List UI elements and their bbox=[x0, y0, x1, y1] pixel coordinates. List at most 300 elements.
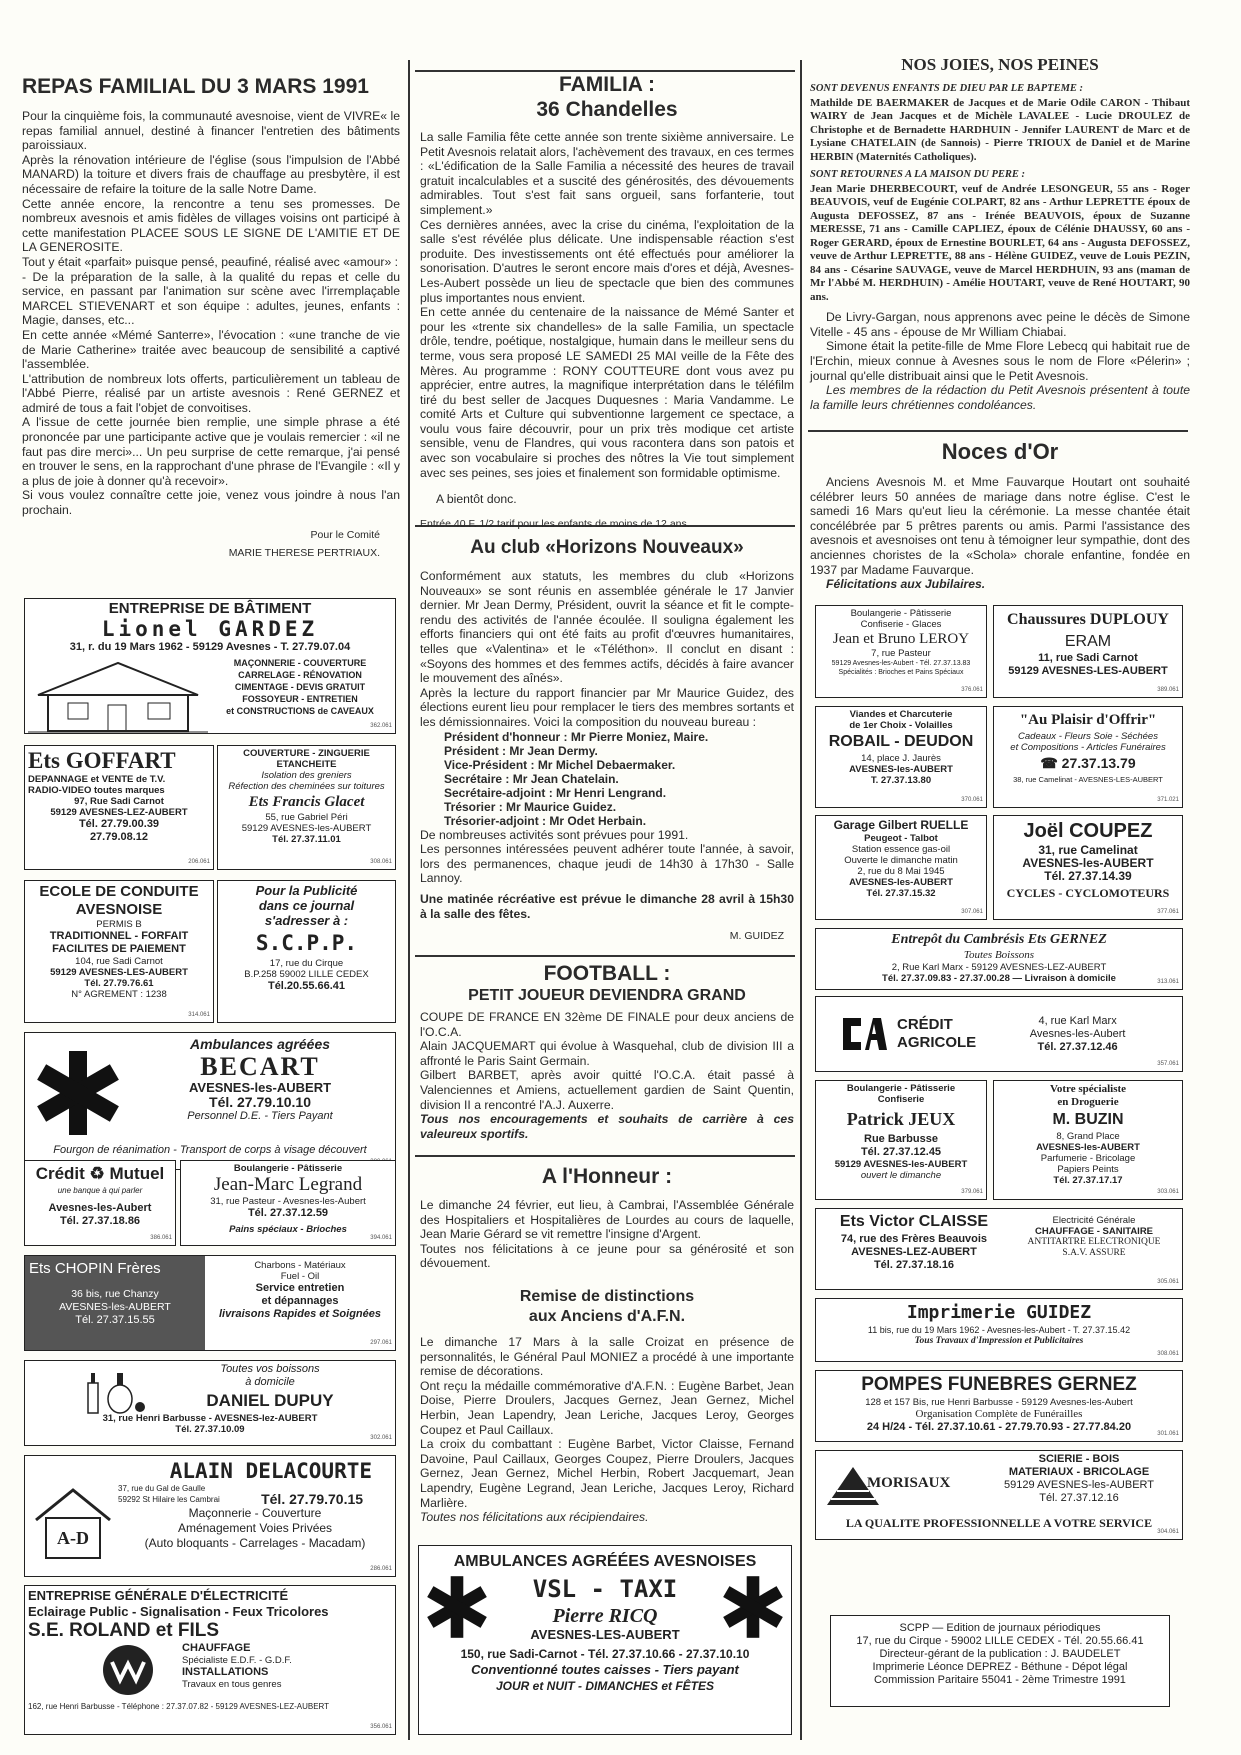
ad-line: Réfection des cheminées sur toitures bbox=[228, 781, 385, 792]
ad-line: Confiserie bbox=[877, 1094, 925, 1105]
article-title: FOOTBALL : bbox=[543, 962, 671, 985]
ad-ref: 371.021 bbox=[1157, 797, 1179, 803]
signature: M. GUIDEZ bbox=[729, 930, 784, 943]
ad-company: MORISAUX bbox=[867, 1475, 951, 1491]
ad-company: BECART bbox=[200, 1052, 320, 1081]
imprint-line: Commission Paritaire 55041 - 2ème Trimestre 1991 bbox=[874, 1674, 1126, 1686]
column-rule bbox=[800, 60, 802, 1740]
ad-line: 31, rue Pasteur - Avesnes-les-Aubert bbox=[210, 1196, 366, 1207]
bureau-member: Vice-Président : Mr Michel Debaermaker. bbox=[444, 757, 676, 772]
signature: Pour le Comité bbox=[310, 528, 380, 541]
ad-line: ENTREPRISE GÉNÉRALE D'ÉLECTRICITÉ bbox=[28, 1588, 289, 1603]
paragraph: Jean Marie DHERBECOURT, veuf de Andrée LESONGEUR, 55 ans - Roger BEAUVOIS, veuf de Eugénie COLPART, 82 ans - Arthur LEPRETTE époux de Augusta DEFOSSEZ, 87 ans - Irénée BEAUVOIS, époux de Suzanne MERESSE, 71 ans - Camille CAPLIEZ, époux de Célénie DHAUSSY, 60 ans - Roger GERARD, époux de Ernestine BOURLET, 64 ans - Augusta DEFOSSEZ, veuve de Arthur LEPRETTE, 88 ans - Hélène GUIDEZ, veuve de Louis PEZIN, 84 ans - Césarine SAUVAGE, veuve de Marcel HERDHUIN, 93 ans (maman de Mr l'Abbé M. HERDHUIN) - Amélie HOUTART, veuve de René HOUTART, 90 ans. bbox=[810, 182, 1190, 303]
ad-phone: Tél. 27.37.11.01 bbox=[272, 834, 341, 845]
ad-line: 97, Rue Sadi Carnot bbox=[74, 796, 164, 807]
ad-line: 17, rue du Cirque bbox=[269, 958, 344, 969]
ad-line: Electricité Générale bbox=[1052, 1215, 1136, 1226]
ad-company: AGRICOLE bbox=[897, 1034, 977, 1051]
paragraph: Alain JACQUEMART qui évolue à Wasquehal, club de division III a affronté le Paris Saint Germain. bbox=[420, 1039, 794, 1068]
ad-line: 37, rue du Gal de Gaulle bbox=[118, 1484, 206, 1493]
ad-phone: Tél. 27.37.12.59 bbox=[247, 1207, 329, 1219]
ad-line: CIMENTAGE - DEVIS GRATUIT bbox=[234, 682, 366, 692]
ad-scpp bbox=[217, 880, 396, 1023]
ad-line: INSTALLATIONS bbox=[182, 1666, 269, 1678]
signature: MARIE THERESE PERTRIAUX. bbox=[228, 546, 380, 559]
ad-ecole-conduite bbox=[24, 880, 214, 1023]
ad-line: Personnel D.E. - Tiers Payant bbox=[187, 1110, 333, 1122]
ad-line: ouvert le dimanche bbox=[860, 1170, 942, 1181]
paragraph: Après la rénovation intérieure de l'église (sous l'impulsion de l'Abbé MANARD) la toiture et divers frais de chauffage au presbytère, il est nécessaire de refaire la toiture de la salle Notre Dame. bbox=[22, 152, 400, 196]
ad-ref: 314.061 bbox=[188, 1012, 210, 1018]
ad-dupuy bbox=[24, 1360, 396, 1446]
section-divider bbox=[808, 430, 1188, 432]
article-title: NOS JOIES, NOS PEINES bbox=[901, 55, 1099, 74]
ad-morisaux bbox=[815, 1450, 1183, 1540]
ad-company: M. BUZIN bbox=[1052, 1111, 1124, 1128]
ad-line: Aménagement Voies Privées bbox=[177, 1521, 333, 1535]
ad-line: CYCLES - CYCLOMOTEURS bbox=[1006, 886, 1170, 900]
ad-line: Fuel - Oil bbox=[280, 1271, 320, 1282]
imprint-line: Imprimerie Léonce DEPREZ - Béthune - Dépot légal bbox=[872, 1661, 1128, 1673]
ad-company: Ets GOFFART bbox=[28, 748, 176, 773]
ad-line: dans ce journal bbox=[258, 898, 355, 913]
ad-line: une banque à qui parler bbox=[57, 1186, 143, 1195]
ad-line: 38, rue Camelinat - AVESNES-LES-AUBERT bbox=[1013, 775, 1163, 784]
ad-line: 59129 AVESNES-les-AUBERT bbox=[834, 1159, 968, 1170]
ad-line: Avesnes-les-Aubert bbox=[1029, 1027, 1126, 1040]
ad-company: AVESNOISE bbox=[75, 901, 163, 918]
ad-ref: 297.061 bbox=[370, 1340, 392, 1346]
section-divider bbox=[415, 955, 795, 957]
ad-line: 59129 AVESNES-les-AUBERT bbox=[241, 823, 372, 834]
ad-cambresis bbox=[815, 928, 1183, 990]
ad-line: 55, rue Gabriel Péri bbox=[265, 812, 348, 823]
ad-line: 11, rue Sadi Carnot bbox=[1038, 652, 1138, 664]
ad-becart bbox=[24, 1032, 396, 1170]
ad-company: Ets CHOPIN Frères bbox=[29, 1260, 161, 1277]
article-subtitle: PETIT JOUEUR DEVIENDRA GRAND bbox=[468, 987, 746, 1004]
ad-line: FOSSOYEUR - ENTRETIEN bbox=[242, 694, 358, 704]
ad-legrand bbox=[180, 1160, 396, 1246]
paragraph: De nombreuses activités sont prévues pour 1991. bbox=[420, 827, 689, 842]
ad-line: 11 bis, rue du 19 Mars 1962 - Avesnes-les-Aubert - T. 27.37.15.42 bbox=[867, 1325, 1131, 1335]
paragraph: Gilbert BARBET, après avoir quitté l'O.C.A. était passé à Valenciennes et Amiens, actuellement gardien de Saint Quentin, division II a rencontré l'A.J. Auxerre. bbox=[420, 1068, 794, 1112]
ad-ref: 379.061 bbox=[961, 1189, 983, 1195]
ad-line: Ambulances agréées bbox=[189, 1036, 331, 1052]
lightning-logo-icon bbox=[98, 1642, 170, 1698]
article-horizons bbox=[420, 535, 794, 943]
ad-ref: 301.061 bbox=[1157, 1431, 1179, 1437]
paragraph: Toutes nos félicitations aux récipiendaires. bbox=[420, 1510, 649, 1525]
ad-company: Garage Gilbert RUELLE bbox=[833, 818, 969, 832]
ad-company: Ets Victor CLAISSE bbox=[839, 1213, 989, 1230]
ad-line: 31, rue Henri Barbusse - AVESNES-lez-AUBERT bbox=[102, 1413, 318, 1424]
ad-line: Spécialités : Brioches et Pains Spéciaux bbox=[838, 669, 964, 676]
ad-gardez bbox=[24, 598, 396, 734]
ad-line: AVESNES-les-AUBERT bbox=[1036, 1142, 1140, 1153]
paragraph: Après la lecture du rapport financier par Mr Maurice Guidez, des élections eurent lieu pour remplacer le tiers des membres sortants et les démissionnaires. Voici la composition du nouveau bureau : bbox=[420, 685, 794, 729]
ad-line: Toutes Boissons bbox=[963, 949, 1035, 961]
ad-line: Papiers Peints bbox=[1057, 1164, 1119, 1175]
section-divider bbox=[415, 1155, 795, 1157]
ad-line: Confiserie - Glaces bbox=[860, 619, 942, 630]
paragraph: Ces dernières années, avec la crise du cinéma, l'exploitation de la salle s'est révélée plus délicate. Une indispensable réaction s'est produite. Des investissements ont été effectués pour améliorer la sonorisation. D'autres le seront encore mais d'ores et déjà, Avesnes-Les-Aubert possède un lieu de spectacle que bien des communes plus importantes nous envient. bbox=[420, 217, 794, 305]
article-title: 36 Chandelles bbox=[536, 98, 678, 121]
ad-company: Entrepôt du Cambrésis Ets GERNEZ bbox=[891, 932, 1107, 947]
ad-phone: 24 H/24 - Tél. 27.37.10.61 - 27.79.70.93 - 27.77.84.20 bbox=[866, 1421, 1132, 1433]
article-title: FAMILIA : bbox=[558, 73, 656, 96]
ad-line: Votre spécialiste bbox=[1049, 1083, 1127, 1095]
ad-line: B.P.258 59002 LILLE CEDEX bbox=[244, 969, 369, 980]
ad-line: 128 et 157 Bis, rue Henri Barbusse - 59129 Avesnes-les-Aubert bbox=[865, 1397, 1133, 1408]
ad-line: 4, rue Karl Marx bbox=[1038, 1014, 1117, 1027]
paragraph: En cette année du centenaire de la naissance de Mémé Santer et pour les «trente six chandelles» de la salle Familia, un spectacle drôle, tendre, poétique, nostalgique, humain dans le meilleur sens du terme, vous sera proposé LE SAMEDI 25 MAI veille de la Fête des Mères. Au programme : RONY COUTTEURE dont vous avez pu apprécier, entre autres, la magnifique interprétation dans le téléfilm tiré du best seller de Jacques Duquesnes : Maria Vandamme. Le comité Arts et Culture qui subventionne largement ce spectace, a voulu vous faire découvrir, pour un prix très modique cet artiste sensible, venu de Flandres, qui vous racontera dans son patois et avec son vocabulaire si proches des nôtres la Vie tout simplement avec ses peines, ses joies et finalement son formidable optimisme. bbox=[420, 305, 794, 480]
ad-line: AVESNES-les-AUBERT bbox=[849, 877, 953, 888]
ad-line: Cadeaux - Fleurs Soie - Séchées bbox=[1018, 731, 1158, 742]
ad-roland bbox=[24, 1585, 396, 1735]
ad-ref: 370.061 bbox=[961, 797, 983, 803]
ad-line: Charbons - Matériaux bbox=[254, 1260, 346, 1271]
ad-phone: Tél. 27.37.15.32 bbox=[866, 888, 936, 899]
ad-line: TRADITIONNEL - FORFAIT bbox=[49, 930, 189, 942]
paragraph: Simone était la petite-fille de Mme Flore Lebecq qui habitait rue de l'Erchin, mieux connue à Avesnes sous le nom de Flore «Pélerin» ; journal qu'elle distribuait ainsi que le Petit Avesnois. bbox=[810, 339, 1190, 383]
bureau-member: Trésorier-adjoint : Mr Odet Herbain. bbox=[444, 813, 647, 828]
ad-line: Service entretien bbox=[255, 1282, 345, 1294]
ad-line: AVESNES-LEZ-AUBERT bbox=[851, 1246, 977, 1258]
ad-phone: Tél. 27.37.12.16 bbox=[1039, 1492, 1119, 1504]
ad-ref: 308.061 bbox=[370, 859, 392, 865]
ad-ref: 308.061 bbox=[1157, 1351, 1179, 1357]
paragraph: La croix du combattant : Eugène Barbet, Victor Claisse, Fernand Davoine, Paul Caillaux, Georges Coupez, Pierre Droulers, Jacques Gernez, Jean Gernez, Michel Herbin, Robert Jacquemart, Jean Lapendry, Eugène Legrand, Jean Leriche, Jacques Leroy, Richard Marlière. bbox=[420, 1437, 794, 1510]
ad-line: ETANCHEITE bbox=[276, 759, 337, 770]
article-noces bbox=[810, 437, 1190, 592]
ad-ref: 376.061 bbox=[961, 687, 983, 693]
ad-line: 59292 St Hilaire les Cambrai bbox=[118, 1495, 220, 1504]
ad-line: Pains spéciaux - Brioches bbox=[229, 1224, 347, 1235]
ad-ricq bbox=[418, 1545, 792, 1735]
ad-phone: 150, rue Sadi-Carnot - Tél. 27.37.10.66 - 27.37.10.10 bbox=[460, 1647, 750, 1661]
article-familia bbox=[420, 72, 794, 531]
ad-line: Maçonnerie - Couverture bbox=[188, 1506, 322, 1520]
paragraph: Félicitations aux Jubilaires. bbox=[826, 577, 986, 592]
ad-phone: Tél. 27.37.18.16 bbox=[873, 1259, 955, 1271]
ad-line: 7, rue Pasteur bbox=[871, 648, 931, 659]
ad-company: POMPES FUNEBRES GERNEZ bbox=[861, 1374, 1137, 1395]
bureau-member: Président d'honneur : Mr Pierre Moniez, Maire. bbox=[444, 729, 709, 744]
ad-line: Boulangerie - Pâtisserie bbox=[850, 608, 952, 619]
ad-company: Joël COUPEZ bbox=[1023, 820, 1153, 842]
ad-line: AVESNES-les-AUBERT bbox=[188, 1080, 332, 1095]
ad-goffart bbox=[24, 745, 214, 870]
ad-ref: 356.061 bbox=[370, 1724, 392, 1730]
ad-duplouy bbox=[993, 605, 1183, 698]
ad-line: 14, place J. Jaurès bbox=[861, 753, 941, 764]
ad-ref: 386.061 bbox=[150, 1235, 172, 1241]
imprint-line: Directeur-gérant de la publication : J. BAUDELET bbox=[879, 1648, 1121, 1660]
ad-line: CHAUFFAGE - SANITAIRE bbox=[1034, 1226, 1154, 1237]
ad-line: Travaux en tous genres bbox=[182, 1679, 282, 1690]
ad-phone: Tél. 27.79.00.39 bbox=[78, 818, 160, 830]
ad-ref: 305.061 bbox=[1157, 1279, 1179, 1285]
ad-line: CHAUFFAGE bbox=[182, 1642, 251, 1654]
ad-address: 31, r. du 19 Mars 1962 - 59129 Avesnes - T. 27.79.07.04 bbox=[69, 641, 351, 653]
paragraph: L'attribution de nombreux lots offerts, particulièrement un tableau de l'Abbé Pierre, réalisé par un artiste avesnois : René GERNEZ et admiré de tous a fait l'objet de convoitises. bbox=[22, 371, 400, 415]
ad-ref: 303.061 bbox=[1157, 1189, 1179, 1195]
article-title: Noces d'Or bbox=[941, 439, 1059, 464]
ad-ref: 206.061 bbox=[188, 859, 210, 865]
bureau-member: Secrétaire : Mr Jean Chatelain. bbox=[444, 771, 619, 786]
ad-line: LA QUALITE PROFESSIONNELLE A VOTRE SERVICE bbox=[845, 1516, 1153, 1530]
ad-line: 36 bis, rue Chanzy bbox=[71, 1288, 159, 1300]
paragraph: Entrée 40 F. 1/2 tarif pour les enfants de moins de 12 ans. bbox=[420, 517, 690, 530]
ad-line: N° AGREMENT : 1238 bbox=[71, 989, 167, 1000]
ad-line: S.A.V. ASSURE bbox=[1062, 1248, 1126, 1258]
ad-company: DANIEL DUPUY bbox=[206, 1391, 334, 1410]
ad-ref: 286.061 bbox=[370, 1566, 392, 1572]
paragraph: A l'issue de cette journée bien remplie, une simple phrase a été prononcée par une participante active que je voulais remercier : «il ne faut pas dire merci»... Un peu surprise de cette remarque, j'ai pensé en trouver le sens, en la rapprochant d'une phrase de l'Evangile : «Il y a plus de joie à donner qu'à recevoir». bbox=[22, 415, 400, 488]
paragraph: Toutes nos félicitations à ce jeune pour sa générosité et son dévouement. bbox=[420, 1241, 794, 1271]
ad-buzin bbox=[993, 1080, 1183, 1200]
article-title: A l'Honneur : bbox=[541, 1165, 673, 1188]
paragraph: Mathilde DE BAERMAKER de Jacques et de Marie Odile CARON - Thibaut WAIRY de Jean Jacques et de Michèle LAVALEE - Lucie DROULEZ de Christophe et de Bernadette HARDHUIN - Jennifer LAURENT de Marc et de Lysiane CHATELAIN (de Sannois) - Pierre TRIOUX de Daniel et de Marine HERBIN (Maternités Catholiques). bbox=[810, 96, 1190, 163]
ad-line: 59129 AVESNES-les-AUBERT bbox=[1004, 1479, 1154, 1491]
ad-line: 2, Rue Karl Marx - 59129 AVESNES-LEZ-AUBERT bbox=[891, 962, 1107, 973]
ad-credit-mutuel bbox=[24, 1160, 176, 1246]
ad-phone: Tél. 27.79.76.61 bbox=[84, 978, 154, 989]
ad-line: 2, rue du 8 Mai 1945 bbox=[857, 866, 945, 877]
ad-line: Peugeot - Talbot bbox=[864, 833, 938, 844]
paragraph: En cette année «Mémé Santerre», l'évocation : «une tranche de vie de Marie Catherine» traitée avec beaucoup de sensibilité a captivé l'assemblée. bbox=[22, 327, 400, 372]
ad-claisse bbox=[815, 1208, 1183, 1290]
ad-company: Jean-Marc Legrand bbox=[213, 1174, 363, 1195]
ad-credit-agricole bbox=[815, 996, 1183, 1072]
paragraph: Pour la cinquième fois, la communauté avesnoise, vient de VIVRE« le repas familial annuel, destiné à financer l'entretien des bâtiments paroissiaux. bbox=[22, 109, 400, 153]
ad-line: AVESNES-les-AUBERT bbox=[59, 1301, 171, 1313]
paragraph: Tous nos encouragements et souhaits de carrière à ces valeureux sportifs. bbox=[420, 1112, 794, 1141]
column-rule bbox=[408, 60, 410, 1740]
ad-line: Boulangerie - Pâtisserie bbox=[846, 1083, 956, 1094]
ad-company: ROBAIL - DEUDON bbox=[828, 733, 974, 750]
section-heading: SONT DEVENUS ENFANTS DE DIEU PAR LE BAPTEME : bbox=[810, 83, 1084, 94]
ad-company: Lionel GARDEZ bbox=[101, 617, 319, 641]
ad-ref: 394.061 bbox=[370, 1235, 392, 1241]
bureau-member: Trésorier : Mr Maurice Guidez. bbox=[444, 799, 617, 814]
ad-jeux bbox=[815, 1080, 987, 1200]
paragraph: Cette année encore, la rencontre a tenu ses promesses. De nombreux avesnois et amis fidèles de villages voisins ont participé à cette manifestation PLACEE SOUS LE SIGNE DE L'AMITIE ET DE LA GENEROSITE. bbox=[22, 196, 400, 255]
ad-line: FACILITES DE PAIEMENT bbox=[52, 943, 186, 955]
ad-company: Jean et Bruno LEROY bbox=[832, 631, 970, 647]
ad-line: SCIERIE - BOIS bbox=[1038, 1453, 1120, 1465]
ad-company: S.E. ROLAND et FILS bbox=[28, 1620, 220, 1641]
ad-phone: Tél. 27.37.12.46 bbox=[1037, 1040, 1118, 1053]
ad-phone: ☎ 27.37.13.79 bbox=[1040, 755, 1136, 771]
ad-line: PERMIS B bbox=[96, 919, 142, 930]
ad-line: Rue Barbusse bbox=[864, 1133, 938, 1145]
ad-ref: 304.061 bbox=[1157, 1529, 1179, 1535]
ad-line: et CONSTRUCTIONS de CAVEAUX bbox=[226, 706, 374, 716]
ad-line: AVESNES-LES-AUBERT bbox=[530, 1626, 680, 1642]
house-icon bbox=[28, 657, 208, 734]
bureau-member: Secrétaire-adjoint : Mr Henri Lengrand. bbox=[444, 785, 667, 800]
ad-imprimerie-guidez bbox=[815, 1298, 1183, 1362]
ad-line: JOUR et NUIT - DIMANCHES et FÊTES bbox=[495, 1679, 714, 1693]
ad-robail bbox=[815, 706, 987, 808]
ad-company: ALAIN DELACOURTE bbox=[169, 1459, 372, 1483]
ad-ruelle bbox=[815, 815, 987, 920]
ad-phone: 27.79.08.12 bbox=[89, 831, 149, 843]
ad-line: MAÇONNERIE - COUVERTURE bbox=[233, 658, 367, 668]
ad-phone: Tél. 27.37.12.45 bbox=[860, 1146, 942, 1158]
ad-logo bbox=[28, 1484, 118, 1562]
paragraph: De Livry-Gargan, nous apprenons avec peine le décès de Simone Vitelle - 45 ans - épouse de Mr William Chiabai. bbox=[810, 310, 1190, 339]
article-title: aux Anciens d'A.F.N. bbox=[528, 1307, 686, 1325]
paragraph: Tout y était «parfait» puisque pensé, peaufiné, réalisé avec «amour» : bbox=[22, 254, 399, 269]
ad-ref: 357.061 bbox=[1157, 1061, 1179, 1067]
ad-leroy bbox=[815, 605, 987, 698]
ad-line: 59129 AVESNES-LES-AUBERT bbox=[1008, 665, 1168, 677]
article-title: Remise de distinctions bbox=[519, 1287, 695, 1305]
ad-phone: Tél. 27.37.09.83 - 27.37.00.28 — Livraison à domicile bbox=[882, 973, 1116, 984]
ad-company: Chaussures DUPLOUY bbox=[1007, 611, 1169, 628]
ad-line: et Compositions - Articles Funéraires bbox=[1010, 742, 1166, 753]
ad-pompes-funebres bbox=[815, 1370, 1183, 1442]
ad-ref: 377.061 bbox=[1157, 909, 1179, 915]
ad-line: Eclairage Public - Signalisation - Feux Tricolores bbox=[28, 1604, 329, 1619]
ad-line: Boulangerie - Pâtisserie bbox=[233, 1163, 343, 1174]
ad-phone: Tél. 27.37.10.09 bbox=[175, 1424, 245, 1435]
ad-phone: Tél.20.55.66.41 bbox=[267, 980, 346, 992]
ad-line: et dépannages bbox=[261, 1295, 339, 1307]
ad-address: 162, rue Henri Barbusse - Téléphone : 27.37.07.82 - 59129 AVESNES-LEZ-AUBERT bbox=[28, 1702, 330, 1711]
ad-line: 74, rue des Frères Beauvois bbox=[840, 1233, 988, 1245]
ad-line: RADIO-VIDEO toutes marques bbox=[28, 785, 165, 796]
article-repas bbox=[22, 75, 400, 560]
paragraph: Si vous voulez connaître cette joie, venez vous joindre à nous l'an prochain. bbox=[22, 488, 400, 518]
ad-phone: Tél. 27.37.18.86 bbox=[59, 1215, 141, 1227]
ad-heading: AMBULANCES AGRÉÉES AVESNOISES bbox=[453, 1553, 757, 1570]
article-honneur bbox=[420, 1162, 794, 1525]
paragraph: Une matinée récréative est prévue le dimanche 28 avril à 15h30 à la salle des fêtes. bbox=[420, 891, 794, 921]
imprint-line: SCPP — Edition de journaux périodiques bbox=[899, 1622, 1101, 1634]
ad-company: Ets Francis Glacet bbox=[248, 794, 365, 810]
ad-line: COUVERTURE - ZINGUERIE bbox=[243, 748, 370, 759]
ad-line: en Droguerie bbox=[1057, 1096, 1119, 1108]
ad-line: Ouverte le dimanche matin bbox=[844, 855, 958, 866]
ad-company: ERAM bbox=[1064, 633, 1112, 650]
ad-ref: 302.061 bbox=[370, 1435, 392, 1441]
ad-chopin bbox=[24, 1255, 396, 1351]
ad-company: "Au Plaisir d'Offrir" bbox=[1019, 712, 1157, 728]
ad-line: Viandes et Charcuterie bbox=[849, 709, 953, 720]
ad-line: Organisation Complète de Funérailles bbox=[915, 1408, 1083, 1420]
imprint-line: 17, rue du Cirque - 59002 LILLE CEDEX - Tél. 20.55.66.41 bbox=[856, 1635, 1144, 1647]
paragraph: A bientôt donc. bbox=[436, 492, 517, 507]
ad-line: 104, rue Sadi Carnot bbox=[75, 956, 163, 967]
ad-ref: 362.061 bbox=[370, 723, 392, 729]
paragraph: Le dimanche 24 février, eut lieu, à Cambrai, l'Assemblée Générale des Hospitaliers et Hospitalières de Lourdes au cours de laquelle, Jean Marie Gérard se vit remettre l'insigne d'Argent. bbox=[420, 1198, 794, 1242]
ad-line: CARRELAGE - RÉNOVATION bbox=[238, 670, 362, 680]
ad-delacourte bbox=[24, 1455, 396, 1577]
paragraph: - De la préparation de la salle, à la qualité du repas et celle du service, en passant par l'animation sur scène avec l'irremplaçable MARCEL STIEVENART et son équipe : adultes, jeunes, enfants : Magie, danses, etc... bbox=[22, 269, 400, 328]
article-title: REPAS FAMILIAL DU 3 MARS 1991 bbox=[22, 75, 369, 98]
ad-phone: Tél. 27.37.15.55 bbox=[75, 1314, 155, 1326]
ad-coupez bbox=[993, 815, 1183, 920]
ad-line: Toutes vos boissons bbox=[220, 1363, 320, 1375]
house-logo-icon bbox=[28, 1484, 118, 1562]
paragraph: La salle Familia fête cette année son trente sixième anniversaire. Le Petit Avesnois relatait alors, l'achèvement des travaux, en ces termes : «L'édification de la Salle Familia a nécessité des heures de travail gratuit incalculables et a suscité des générosités, des dévouements admirables. Tout s'est fait sans orgueil, sans forfanterie, tout simplement.» bbox=[420, 130, 795, 217]
paragraph: Ont reçu la médaille commémorative d'A.F.N. : Eugène Barbet, Jean Doise, Pierre Droulers, Jacques Gernez, Jean Gernez, Michel Herbin, Jean Lapendry, Jean Leriche, Jacques Leroy, Georges Coupez et Paul Caillaux. bbox=[420, 1378, 794, 1437]
paragraph: Anciens Avesnois M. et Mme Fauvarque Houtart ont souhaité célébrer leurs 50 années de mariage dans notre église. C'est le samedi 16 Mars qu'eut lieu la cérémonie. La messe chantée était concélébrée par 5 prêtres parents ou amis. Parmi l'assistance des avesnois et avesnoises ont tenu à témoigner leur sympathie, dont des anciennes choristes de la «Schola» chorale enfantine, fondée en 1937 par Madame Fauvarque. bbox=[810, 475, 1190, 577]
paragraph: Conformément aux statuts, les membres du club «Horizons Nouveaux» se sont réunis en assemblée générale le 17 Janvier dernier. Mr Jean Dermy, Président, ouvrit la séance et fit le compte-rendu des activités de l'année écoulée. Il souligna également les efforts financiers qui ont été faits au profit d'œuvres humanitaires, telles que «Valentina» et le «Téléthon». Il conclut en disant : «Soyons des hommes et des femmes actifs, décidés à faire avancer le mouvement des aînés». bbox=[420, 569, 794, 686]
ad-heading: ENTREPRISE DE BÂTIMENT bbox=[108, 600, 312, 617]
ad-line: 59129 AVESNES-LES-AUBERT bbox=[50, 967, 188, 978]
ad-phone: 59129 Avesnes-les-Aubert - Tél. 27.37.13.83 bbox=[831, 660, 971, 667]
ad-line: 8, Grand Place bbox=[1056, 1131, 1120, 1142]
ad-line: Isolation des greniers bbox=[261, 770, 352, 781]
paragraph: COUPE DE FRANCE EN 32ème DE FINALE pour deux anciens de l'O.C.A. bbox=[420, 1010, 794, 1039]
ad-phone: Tél. 27.79.70.15 bbox=[261, 1491, 364, 1507]
ad-line: Spécialiste E.D.F. - G.D.F. bbox=[182, 1655, 292, 1666]
ad-glacet bbox=[217, 745, 396, 870]
ad-line: Tous Travaux d'Impression et Publicitaires bbox=[914, 1336, 1084, 1346]
ad-line: DEPANNAGE et VENTE de T.V. bbox=[28, 774, 166, 785]
ad-plaisir bbox=[993, 706, 1183, 808]
paragraph: Le dimanche 17 Mars à la salle Croizat en présence de personnalités, le Général Paul MONIEZ a procédé à une importante remise de décorations. bbox=[420, 1334, 794, 1379]
ad-line: s'adresser à : bbox=[264, 913, 349, 928]
ad-line: livraisons Rapides et Soignées bbox=[218, 1308, 381, 1320]
ad-line: 31, rue Camelinat bbox=[1038, 843, 1138, 857]
ad-line: MATERIAUX - BRICOLAGE bbox=[1008, 1466, 1150, 1478]
ad-line: AVESNES-les-AUBERT bbox=[1022, 856, 1154, 870]
ad-phone: Tél. 27.37.14.39 bbox=[1044, 869, 1132, 883]
ad-line: Pour la Publicité bbox=[255, 883, 358, 898]
ad-ref: 389.061 bbox=[1157, 687, 1179, 693]
ad-line: ANTITARTRE ELECTRONIQUE bbox=[1027, 1237, 1161, 1247]
ad-company: S.C.P.P. bbox=[255, 931, 358, 955]
ad-line: 59129 AVESNES-LEZ-AUBERT bbox=[50, 807, 188, 818]
article-joies-peines bbox=[810, 54, 1190, 412]
ad-company: CRÉDIT bbox=[897, 1016, 953, 1033]
ad-logo-text: A-D bbox=[57, 1528, 89, 1548]
paragraph: Les personnes intéressées peuvent adhérer toute l'année, à savoir, lors des permanences, chaque jeudi de 14h30 à 17h30 - Salle Lannoy. bbox=[420, 842, 794, 886]
bottles-icon bbox=[80, 1369, 150, 1417]
ad-line: Parfumerie - Bricolage bbox=[1040, 1153, 1136, 1164]
ad-line: Station essence gas-oil bbox=[851, 844, 951, 855]
star-of-life-icon bbox=[718, 1572, 788, 1642]
ad-line: de 1er Choix - Volailles bbox=[849, 720, 953, 731]
imprint-box bbox=[830, 1615, 1170, 1707]
ad-company: ECOLE DE CONDUITE bbox=[39, 883, 199, 900]
ad-company: Imprimerie GUIDEZ bbox=[906, 1302, 1092, 1323]
section-heading: SONT RETOURNES A LA MAISON DU PERE : bbox=[810, 169, 1026, 181]
ad-company: Patrick JEUX bbox=[846, 1109, 956, 1129]
ad-line: Conventionné toutes caisses - Tiers payant bbox=[471, 1662, 739, 1677]
credit-agricole-logo-icon bbox=[839, 1012, 889, 1056]
ad-company: Crédit ♻ Mutuel bbox=[35, 1164, 165, 1183]
bureau-member: Président : Mr Jean Dermy. bbox=[444, 743, 598, 758]
star-of-life-icon bbox=[28, 1043, 128, 1143]
ad-ref: 307.061 bbox=[961, 909, 983, 915]
ad-line: Avesnes-les-Aubert bbox=[48, 1202, 152, 1214]
ad-phone: Tél. 27.37.17.17 bbox=[1053, 1175, 1123, 1186]
ad-phone: T. 27.37.13.80 bbox=[870, 775, 932, 786]
ad-line: AVESNES-les-AUBERT bbox=[849, 764, 953, 775]
ad-company: VSL - TAXI bbox=[532, 1574, 678, 1603]
paragraph: Les membres de la rédaction du Petit Avesnois présentent à toute la famille leurs chrétiennes condoléances. bbox=[810, 383, 1190, 412]
ad-company: Pierre RICQ bbox=[552, 1604, 658, 1627]
ad-line: à domicile bbox=[245, 1376, 295, 1388]
ad-phone: Tél. 27.79.10.10 bbox=[209, 1094, 311, 1110]
